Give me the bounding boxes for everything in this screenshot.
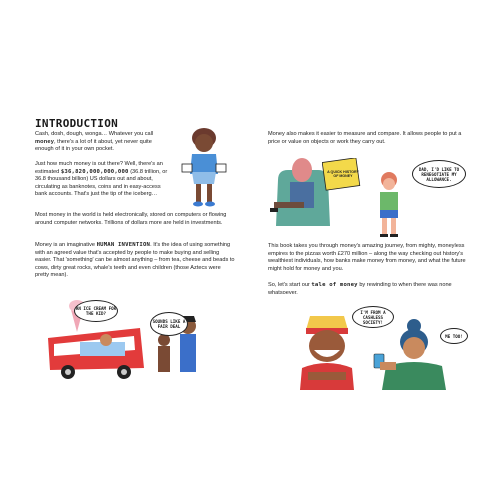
book-cover-title: A QUICK HISTORY OF MONEY <box>327 170 359 179</box>
right-paragraph-2: This book takes you through money's amazing journey, from mighty, moneyless empires to the pizzas worth £270 million – along the way checking out history's wealthiest individuals, how banks make money from money, and what the future might hold for money and you. <box>268 243 466 272</box>
intro-paragraph-3: Most money in the world is held electronically, stored on computers or flowing around computer networks. Trillions of dollars more are held in investments. <box>35 212 227 226</box>
speech-bubble-me-too: ME TOO! <box>440 328 468 344</box>
speech-bubble-cashless: I'M FROM A CASHLESS SOCIETY! <box>352 306 394 328</box>
speech-bubble-ice-cream: AN ICE CREAM FOR THE KID? <box>74 300 118 322</box>
ice-cream-truck-illustration <box>40 298 215 380</box>
right-paragraph-1: Money also makes it easier to measure and compare. It allows people to put a price or value on objects or work they carry out. <box>268 131 462 145</box>
girl-empty-pockets-illustration <box>174 126 234 208</box>
speech-bubble-fair-deal: SOUNDS LIKE A FAIR DEAL <box>150 312 188 336</box>
page-title: INTRODUCTION <box>35 117 119 130</box>
intro-paragraph-4: Money is an imaginative HUMAN INVENTION. It's the idea of using something with an agreed value that's accepted by people to make buying and selling easier. That 'something' can be almost anything – from tea, cheese and beads to cows, dirty great rocks, whale's teeth and even children (those Aztecs were pretty mean). <box>35 242 235 279</box>
money-word: money <box>35 138 55 145</box>
human-invention-highlight: HUMAN INVENTION <box>96 242 151 248</box>
warrior-illustration <box>292 310 362 390</box>
child-illustration <box>372 170 406 240</box>
woman-phone-illustration <box>370 318 450 390</box>
money-amount: $36,820,000,000,000 <box>60 168 129 175</box>
intro-paragraph-2: Just how much money is out there? Well, there's an estimated $36,820,000,000,000 (36.8 trillion, or 36.8 thousand billion) US dollars out and about, circulating as banknotes, coins and in easy-access bank accounts. That's just the tip of the iceberg… <box>35 161 168 198</box>
intro-paragraph-1: Cash, dosh, dough, wonga… Whatever you call money, there's a lot of it about, yet never quite enough of it in your own pocket. <box>35 131 154 153</box>
tale-of-money-highlight: tale of money <box>311 282 358 288</box>
speech-bubble-allowance: DAD, I'D LIKE TO RENEGOTIATE MY ALLOWANCE. <box>412 160 466 188</box>
right-paragraph-3: So, let's start our tale of money by rewinding to when there was none whatsoever. <box>268 282 452 296</box>
